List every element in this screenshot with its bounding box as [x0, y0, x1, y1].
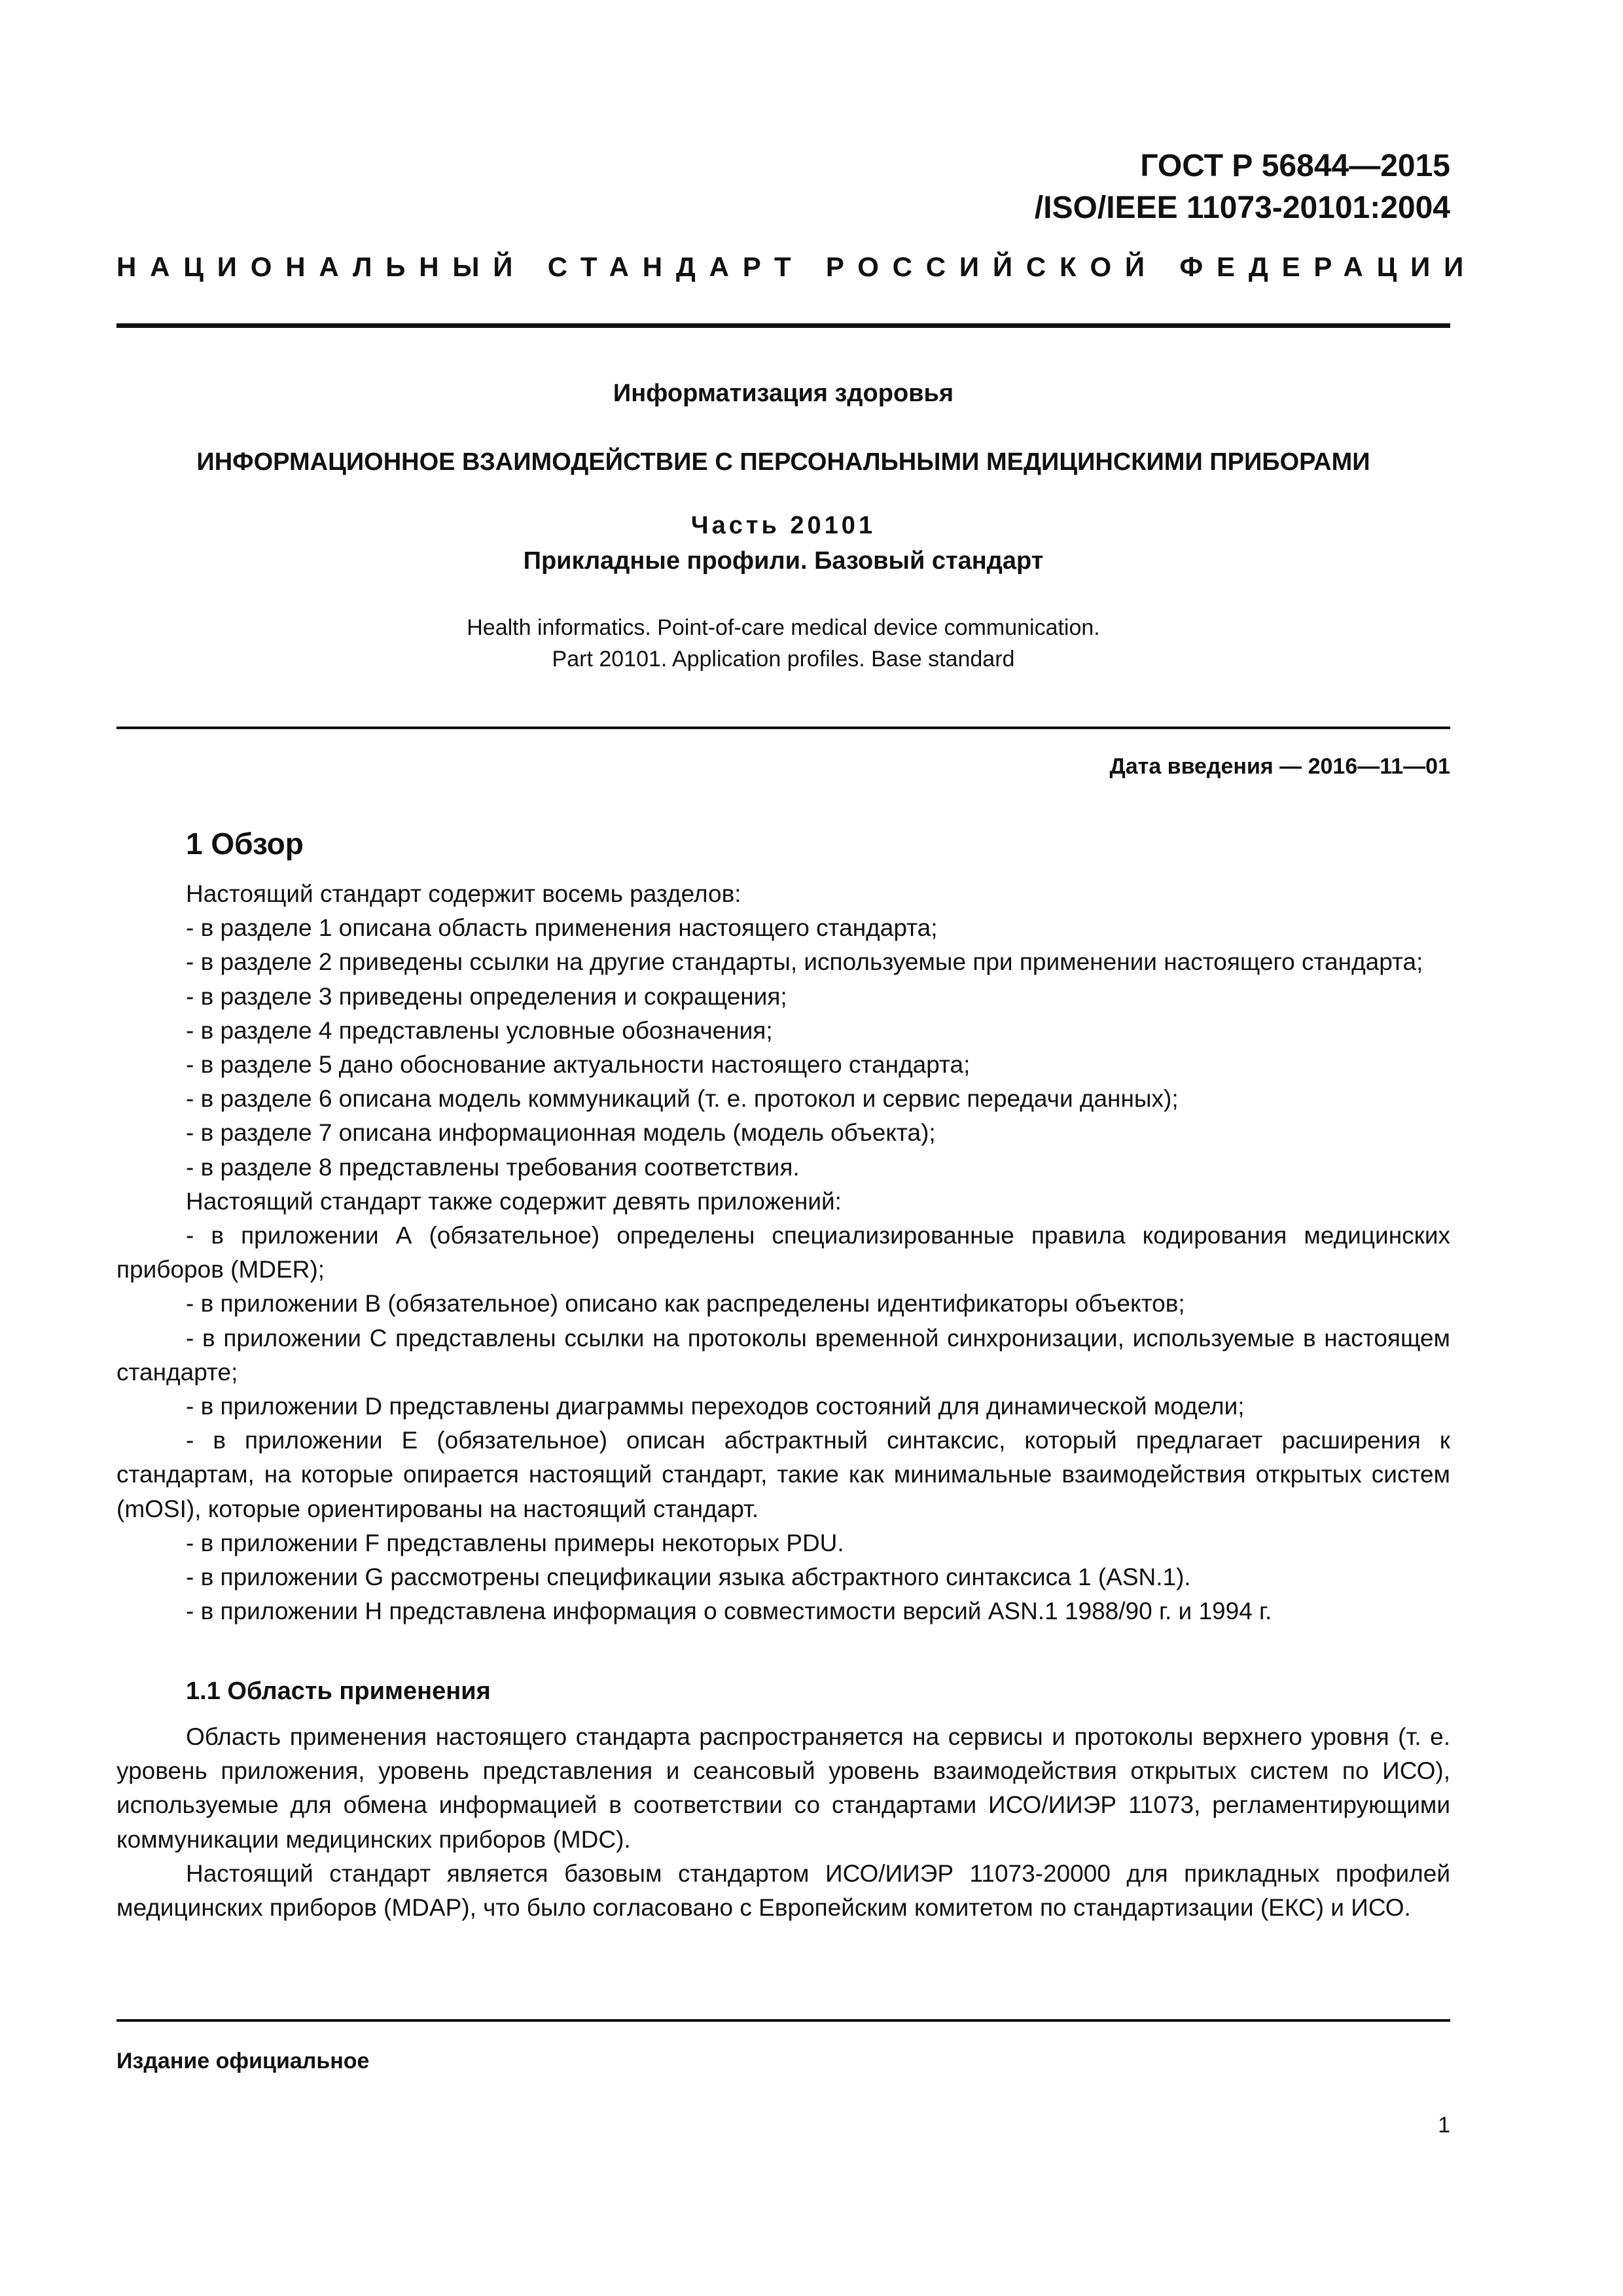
standard-code-block [1035, 145, 1450, 229]
list-item: - в приложении Е (обязательное) описан абстрактный синтаксис, который предлагает расширения к стандартам, на которые опирается настоящий стандарт, такие как минимальные взаимодействия открытых систем (mOSI), которые ориентированы на настоящий стандарт. [116, 1427, 1450, 1522]
paragraph: Настоящий стандарт также содержит девять приложений: [186, 1187, 842, 1215]
list-item: - в приложении F представлены примеры некоторых PDU. [186, 1529, 844, 1556]
list-item: - в разделе 3 приведены определения и сокращения; [186, 982, 787, 1010]
subject-area: Информатизация здоровья [613, 380, 954, 407]
list-item: - в приложении В (обязательное) описано как распределены идентификаторы объектов; [186, 1290, 1185, 1318]
official-edition-label: Издание официальное [116, 2049, 370, 2073]
list-item: - в приложении Н представлена информация о совместимости версий ASN.1 1988/90 г. и 1994 г. [186, 1598, 1272, 1625]
list-item: - в приложении D представлены диаграммы переходов состояний для динамической модели; [186, 1393, 1245, 1420]
part-number: Часть 20101 [690, 512, 876, 539]
section-heading: 1 Обзор [186, 827, 304, 861]
subsection-body [116, 1720, 1450, 1925]
paragraph: Настоящий стандарт является базовым стандартом ИСО/ИИЭР 11073-20000 для прикладных профилей медицинских приборов (MDAP), что было согласовано с Европейским комитетом по стандартизации (ЕКС) и ИСО. [116, 1859, 1450, 1922]
english-title-line: Part 20101. Application profiles. Base standard [552, 647, 1015, 672]
document-title: ИНФОРМАЦИОННОЕ ВЗАИМОДЕЙСТВИЕ С ПЕРСОНАЛЬНЫМИ МЕДИЦИНСКИМИ ПРИБОРАМИ [196, 448, 1370, 476]
list-item: - в приложении А (обязательное) определены специализированные правила кодирования медицинских приборов (MDER); [116, 1222, 1450, 1283]
page-number: 1 [1438, 2113, 1450, 2138]
list-item: - в приложении С представлены ссылки на протоколы временной синхронизации, используемые в настоящем стандарте; [116, 1324, 1450, 1386]
subsection-heading: 1.1 Область применения [186, 1677, 491, 1705]
paragraph: Настоящий стандарт содержит восемь разделов: [186, 880, 741, 907]
list-item: - в разделе 1 описана область применения настоящего стандарта; [186, 914, 938, 942]
english-title-line: Health informatics. Point-of-care medical device communication. [467, 615, 1100, 640]
gost-code: ГОСТ Р 56844—2015 [1140, 149, 1450, 183]
introduction-date: Дата введения — 2016—11—01 [1109, 754, 1450, 779]
english-title [116, 612, 1450, 675]
paragraph: Область применения настоящего стандарта распространяется на сервисы и протоколы верхнего уровня (т. е. уровень приложения, уровень представления и сеансовый уровень взаимодействия открытых систем по ИСО), используемые для обмена информацией в соответствии со стандартами ИСО/ИИЭР 11073, регламентирующими коммуникации медицинских приборов (MDC). [116, 1723, 1450, 1853]
title-divider [116, 726, 1450, 729]
list-item: - в разделе 2 приведены ссылки на другие стандарты, используемые при применении настоящего стандарта; [186, 948, 1423, 976]
list-item: - в разделе 6 описана модель коммуникаций (т. е. протокол и сервис передачи данных); [186, 1085, 1179, 1113]
list-item: - в разделе 5 дано обоснование актуальности настоящего стандарта; [186, 1051, 971, 1079]
list-item: - в разделе 7 описана информационная модель (модель объекта); [186, 1119, 936, 1147]
iso-code: /ISO/IEEE 11073-20101:2004 [1034, 190, 1450, 225]
footer-divider [116, 2019, 1450, 2022]
national-standard-banner: НАЦИОНАЛЬНЫЙ СТАНДАРТ РОССИЙСКОЙ ФЕДЕРАЦИИ [116, 251, 1478, 282]
list-item: - в приложении G рассмотрены спецификации языка абстрактного синтаксиса 1 (ASN.1). [186, 1564, 1191, 1591]
section-body [116, 877, 1450, 1628]
list-item: - в разделе 4 представлены условные обозначения; [186, 1016, 773, 1044]
document-subtitle: Прикладные профили. Базовый стандарт [523, 547, 1044, 575]
header-divider [116, 323, 1450, 328]
list-item: - в разделе 8 представлены требования соответствия. [186, 1153, 800, 1181]
